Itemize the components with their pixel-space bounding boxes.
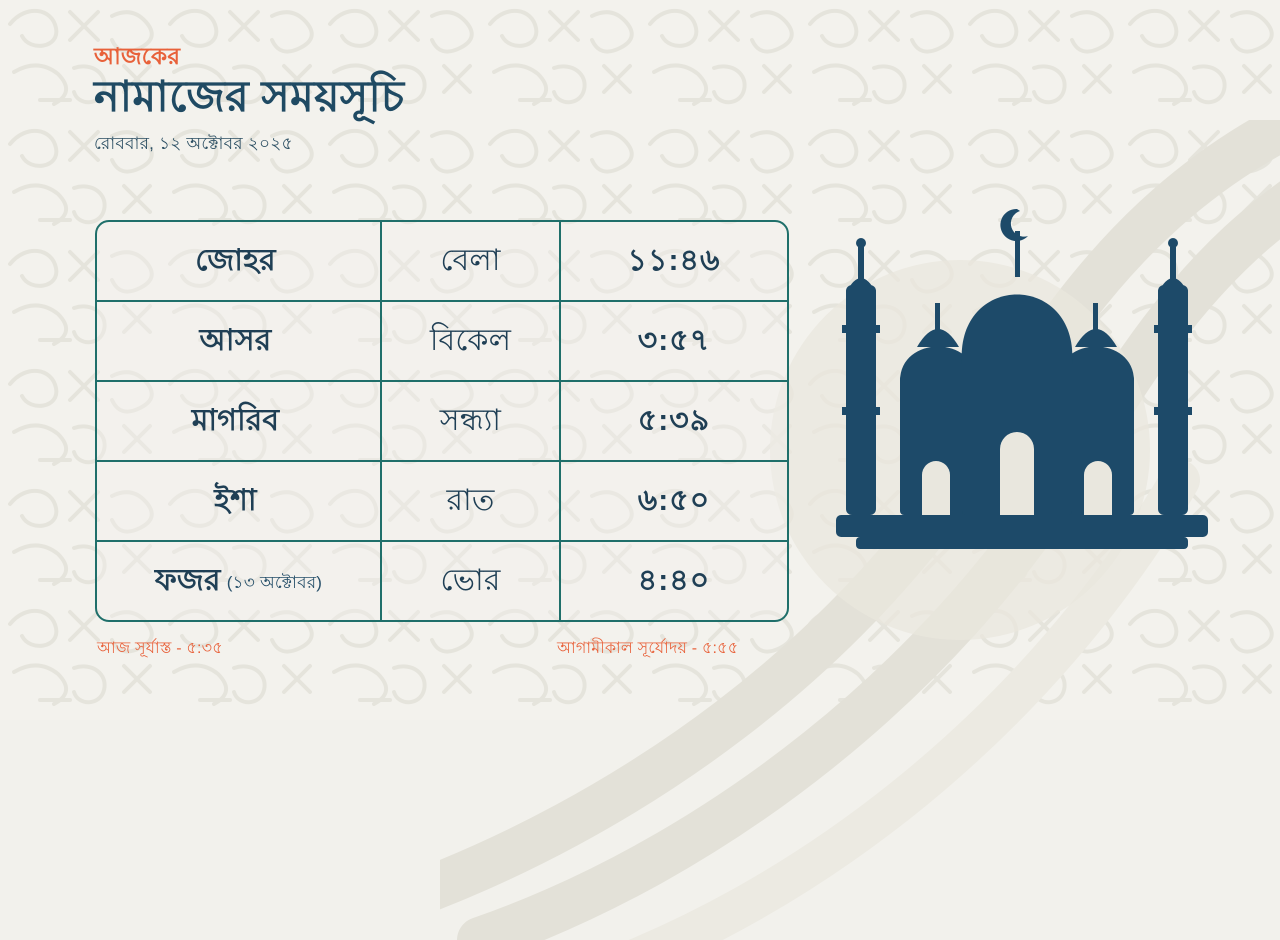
header-kicker: আজকের <box>94 43 181 69</box>
prayer-name-cell <box>97 462 382 540</box>
prayer-name-cell <box>97 302 382 380</box>
prayer-name-cell <box>97 382 382 460</box>
table-row <box>97 382 787 462</box>
day-part: বিকেল <box>382 302 561 380</box>
prayer-name: ইশা <box>214 483 257 517</box>
table-row <box>97 462 787 542</box>
prayer-name-cell <box>97 222 382 300</box>
day-part: সন্ধ্যা <box>382 382 561 460</box>
prayer-name: মাগরিব <box>191 403 280 437</box>
header <box>94 44 404 159</box>
prayer-time: ৪:৪০ <box>637 563 711 597</box>
page-title: নামাজের সময়সূচি <box>94 73 405 122</box>
prayer-name: ফজর <box>154 563 221 597</box>
prayer-time: ৫:৩৯ <box>637 403 711 437</box>
day-part: বেলা <box>382 222 561 300</box>
prayer-name-note: (১৩ অক্টোবর) <box>226 573 323 592</box>
day-part: ভোর <box>382 542 561 620</box>
prayer-time: ১১:৪৬ <box>627 243 721 277</box>
prayer-name: জোহর <box>195 243 276 277</box>
table-row <box>97 542 787 620</box>
table-row <box>97 302 787 382</box>
sunset-note: আজ সূর্যাস্ত - ৫:৩৫ <box>97 640 223 657</box>
header-date: রোববার, ১২ অক্টোবর ২০২৫ <box>94 134 293 154</box>
day-part: রাত <box>382 462 561 540</box>
mosque-icon <box>822 175 1242 575</box>
prayer-time: ৬:৫০ <box>637 483 711 517</box>
table-row <box>97 222 787 302</box>
sunrise-note: আগামীকাল সূর্যোদয় - ৫:৫৫ <box>557 640 739 657</box>
prayer-name: আসর <box>199 323 272 357</box>
prayer-time: ৩:৫৭ <box>637 323 711 357</box>
prayer-name-cell <box>97 542 382 620</box>
prayer-times-table <box>95 220 789 622</box>
